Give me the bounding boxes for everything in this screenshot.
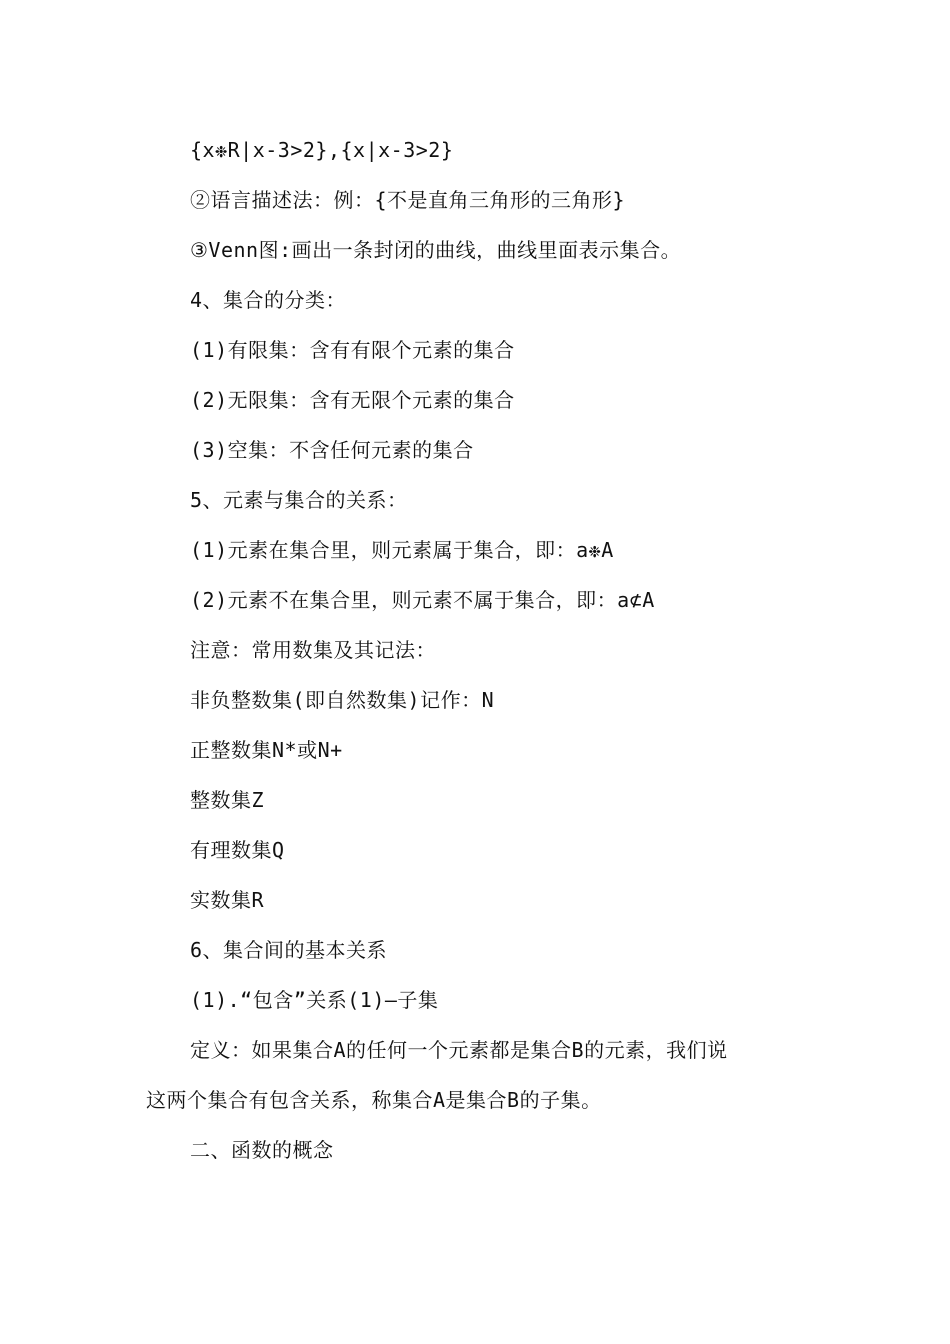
section-heading-element-relation: 5、元素与集合的关系： — [190, 488, 408, 512]
text-line-integers: 整数集Z — [190, 788, 265, 812]
text-line-natural-numbers: 非负整数集(即自然数集)记作：N — [190, 688, 495, 712]
text-line-definition-part1: 定义：如果集合A的任何一个元素都是集合B的元素，我们说 — [190, 1038, 728, 1062]
section-heading-function-concept: 二、函数的概念 — [190, 1138, 334, 1162]
text-line-subset-heading: (1).“包含”关系(1)—子集 — [190, 988, 439, 1012]
text-line-description-method: ②语言描述法：例：{不是直角三角形的三角形} — [190, 188, 626, 212]
text-line-note-number-sets: 注意：常用数集及其记法： — [190, 638, 436, 662]
text-line-element-belongs: (1)元素在集合里，则元素属于集合，即：a❉A — [190, 538, 614, 562]
text-line-positive-integers: 正整数集N*或N+ — [190, 738, 343, 762]
text-line-set-notation: {x❉R|x-3>2},{x|x-3>2} — [190, 138, 454, 162]
text-line-infinite-set: (2)无限集：含有无限个元素的集合 — [190, 388, 515, 412]
section-heading-set-classification: 4、集合的分类： — [190, 288, 347, 312]
text-line-element-not-belongs: (2)元素不在集合里，则元素不属于集合，即：a⊄A — [190, 588, 655, 612]
text-line-finite-set: (1)有限集：含有有限个元素的集合 — [190, 338, 515, 362]
section-heading-set-relations: 6、集合间的基本关系 — [190, 938, 388, 962]
text-line-reals: 实数集R — [190, 888, 265, 912]
text-line-rationals: 有理数集Q — [190, 838, 285, 862]
text-line-empty-set: (3)空集：不含任何元素的集合 — [190, 438, 474, 462]
text-line-definition-part2: 这两个集合有包含关系，称集合A是集合B的子集。 — [146, 1088, 602, 1112]
text-line-venn-diagram: ③Venn图:画出一条封闭的曲线，曲线里面表示集合。 — [190, 238, 682, 262]
